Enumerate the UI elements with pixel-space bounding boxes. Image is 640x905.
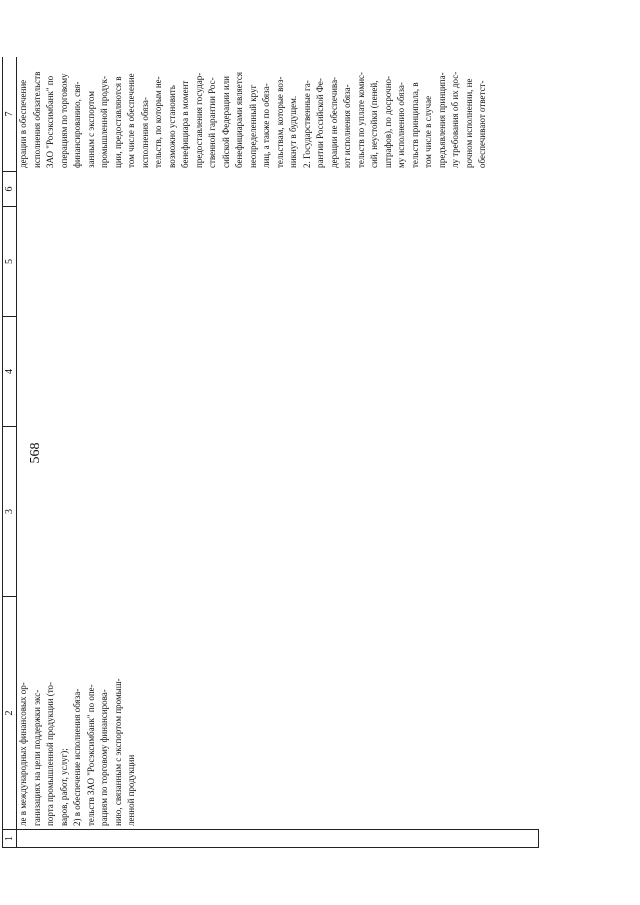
row-cell-col7: дерации в обеспечение исполнения обязательств ЗАО "Росэксимбанк" по операциям по торговому финансированию, свя- занным с экспортом промышленной продук- ции, предоставляются в том числе в обеспечение исполнения обяза- тельств, по которым не- возможно установить бенефициара в момент предоставления государ- ственной гарантии Рос- сийской Федерации или бенефициарами является неопределенный круг лиц, а также по обяза- тельствам, которые воз- никнут в будущем. 2. Государственные га- рантии Российской Фе- дерации не обеспечива- ют исполнения обяза- тельств по уплате комис- сий, неустойки (пеней, штрафов), по досрочно- му исполнению обяза- тельств принципала, в том числе в случае предъявления принципа- лу требования об их дос- рочном исполнении, не обеспечивают ответст- [18, 71, 487, 168]
guarantee-table [2, 57, 539, 848]
row-cell-col4 [17, 316, 539, 426]
rotated-page-content [2, 58, 538, 848]
column-header-2: 2 [3, 596, 17, 829]
column-header-7: 7 [3, 57, 17, 171]
column-header-4: 4 [3, 316, 17, 426]
page-number: 568 [28, 442, 43, 464]
column-header-3: 3 [3, 426, 17, 596]
row-cell-col3 [17, 426, 539, 596]
row-cell-col1 [17, 829, 539, 847]
row-cell-col2: ле в международных финансовых ор- ганизациях на цели поддержки экс- порта промышленной продукции (то- варов, работ, услуг); 2) в обеспечение исполнения обяза- тельств ЗАО "Росэксимбанк" по опе- рациям по торговому финансирова- нию, связанным с экспортом промыш- ленной продукции [18, 678, 136, 826]
row-cell-col5 [17, 206, 539, 316]
column-header-5: 5 [3, 206, 17, 316]
column-header-1: 1 [3, 829, 17, 847]
column-header-6: 6 [3, 171, 17, 206]
row-cell-col6 [17, 171, 539, 206]
